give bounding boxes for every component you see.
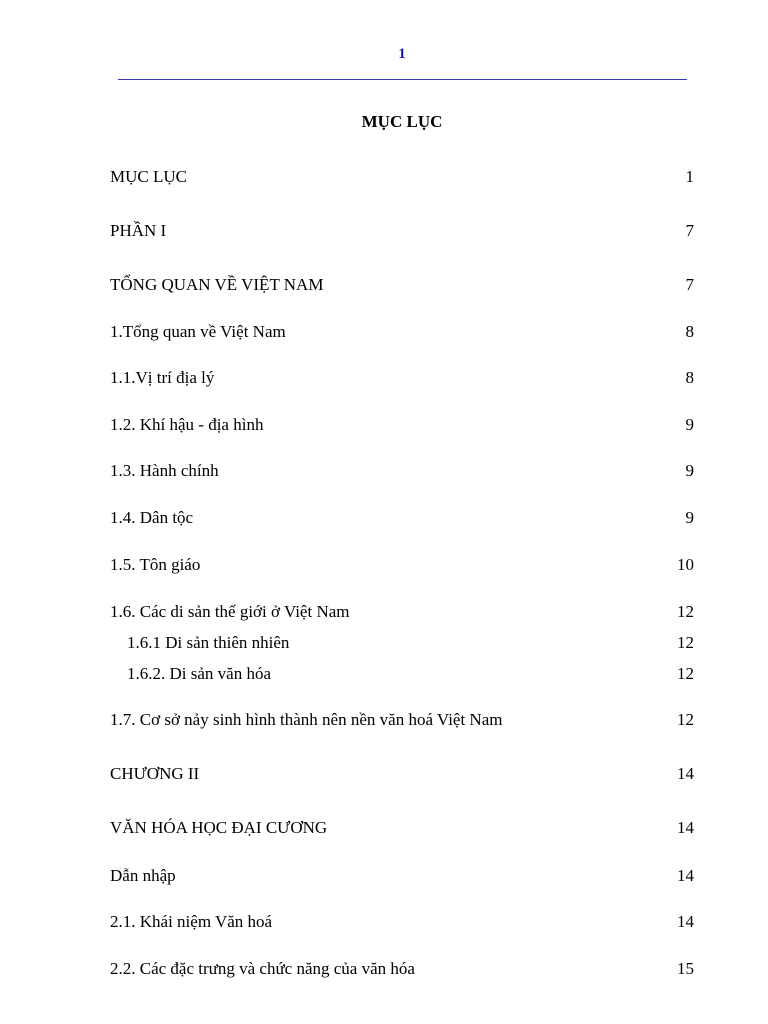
toc-entry-text: 1.2. Khí hậu - địa hình bbox=[110, 415, 264, 434]
toc-entry-text: 2.1. Khái niệm Văn hoá bbox=[110, 912, 273, 931]
toc-entry[interactable] bbox=[110, 367, 694, 389]
toc-entry-text: 1.1.Vị trí địa lý bbox=[110, 368, 215, 387]
toc-entry-text: VĂN HÓA HỌC ĐẠI CƯƠNG bbox=[110, 818, 328, 837]
toc-entry-text: TỔNG QUAN VỀ VIỆT NAM bbox=[110, 275, 324, 294]
toc-entry-page: 10 bbox=[677, 555, 694, 574]
toc-entry-text: PHẦN I bbox=[110, 221, 167, 240]
toc-subentry[interactable] bbox=[110, 632, 694, 654]
toc-title: MỤC LỤC bbox=[361, 112, 443, 131]
toc-entry-page: 1 bbox=[685, 167, 694, 186]
toc-entry[interactable] bbox=[110, 321, 694, 343]
toc-entry-page: 14 bbox=[677, 912, 694, 931]
toc-entry[interactable] bbox=[110, 865, 694, 887]
toc-entry-text: 1.Tổng quan về Việt Nam bbox=[110, 322, 286, 341]
toc-entry-page: 8 bbox=[685, 368, 694, 387]
toc-entry-page: 7 bbox=[685, 221, 694, 240]
toc-entry-page: 9 bbox=[685, 508, 694, 527]
page-number: 1 bbox=[398, 46, 406, 62]
toc-entry-page: 9 bbox=[685, 415, 694, 434]
toc-entry-page: 14 bbox=[677, 764, 694, 783]
toc-entry-text: 1.4. Dân tộc bbox=[110, 508, 194, 527]
toc-entry-page: 12 bbox=[677, 664, 694, 683]
toc-entry[interactable] bbox=[110, 601, 694, 623]
toc-entry[interactable] bbox=[110, 166, 694, 188]
toc-entry-text: 1.7. Cơ sở nảy sinh hình thành nên nền văn hoá Việt Nam bbox=[110, 710, 503, 729]
toc-entry-page: 14 bbox=[677, 818, 694, 837]
toc-entry[interactable] bbox=[110, 414, 694, 436]
toc-entry-text: 1.6. Các di sản thế giới ở Việt Nam bbox=[110, 602, 350, 621]
toc-entry-page: 7 bbox=[685, 275, 694, 294]
toc-entry-page: 8 bbox=[685, 322, 694, 341]
toc-entry-page: 14 bbox=[677, 866, 694, 885]
toc-entry[interactable] bbox=[110, 958, 694, 980]
toc-entry-page: 12 bbox=[677, 633, 694, 652]
toc-entry-text: 1.5. Tôn giáo bbox=[110, 555, 201, 574]
toc-entry-text: 2.2. Các đặc trưng và chức năng của văn hóa bbox=[110, 959, 415, 978]
toc-entry[interactable] bbox=[110, 554, 694, 576]
header-rule bbox=[118, 79, 687, 80]
toc-entry-page: 15 bbox=[677, 959, 694, 978]
toc-subentry[interactable] bbox=[110, 663, 694, 685]
toc-entry[interactable] bbox=[110, 709, 694, 731]
toc-entry-page: 9 bbox=[685, 461, 694, 480]
toc-entry-text: CHƯƠNG II bbox=[110, 764, 200, 783]
toc-entry[interactable] bbox=[110, 911, 694, 933]
toc-entry[interactable] bbox=[110, 220, 694, 242]
toc-entry-page: 12 bbox=[677, 710, 694, 729]
toc-entry-text: MỤC LỤC bbox=[110, 167, 187, 186]
toc-entry-text: 1.3. Hành chính bbox=[110, 461, 219, 480]
toc-entry-text: 1.6.1 Di sản thiên nhiên bbox=[127, 633, 290, 652]
toc-entry[interactable] bbox=[110, 507, 694, 529]
toc-entry-text: 1.6.2. Di sản văn hóa bbox=[127, 664, 272, 683]
toc-entry[interactable] bbox=[110, 460, 694, 482]
toc-entry[interactable] bbox=[110, 817, 694, 839]
toc-entry-text: Dẫn nhập bbox=[110, 866, 176, 885]
toc-entry-page: 12 bbox=[677, 602, 694, 621]
toc-entry[interactable] bbox=[110, 763, 694, 785]
toc-entry[interactable] bbox=[110, 274, 694, 296]
